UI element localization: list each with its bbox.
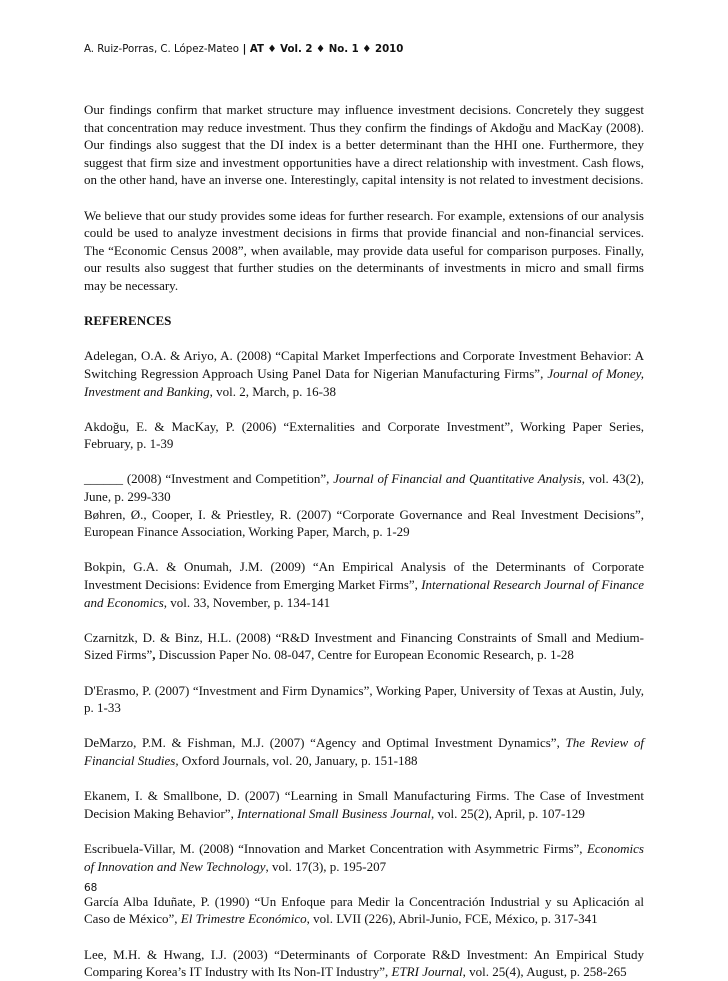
- reference-item: Lee, M.H. & Hwang, I.J. (2003) “Determinants of Corporate R&D Investment: An Empirical Study Comparing Korea’s IT Industry with Its Non-IT Industry”, ETRI Journal, vol. 25(4), August, p. 258-265: [84, 946, 644, 980]
- reference-item: Escribuela-Villar, M. (2008) “Innovation and Market Concentration with Asymmetric Firms”, Economics of Innovation and New Technology, vol. 17(3), p. 195-207: [84, 840, 644, 874]
- header-separator: |: [239, 44, 250, 55]
- reference-item: García Alba Iduñate, P. (1990) “Un Enfoque para Medir la Concentración Industrial y su Aplicación al Caso de México”, El Trimestre Económico, vol. LVII (226), Abril-Junio, FCE, México, p. 317-341: [84, 893, 644, 927]
- diamond-icon: ♦: [263, 44, 281, 55]
- reference-item: ______ (2008) “Investment and Competition”, Journal of Financial and Quantitative Analysis, vol. 43(2), June, p. 299-330: [84, 471, 644, 505]
- reference-item: Akdoğu, E. & MacKay, P. (2006) “Externalities and Corporate Investment”, Working Paper Series, February, p. 1-39: [84, 418, 644, 452]
- reference-item: Adelegan, O.A. & Ariyo, A. (2008) “Capital Market Imperfections and Corporate Investment Behavior: A Switching Regression Approach Using Panel Data for Nigerian Manufacturing Firms”, Journal of Money, Investment and Banking, vol. 2, March, p. 16-38: [84, 348, 644, 399]
- paragraph-findings: Our findings confirm that market structure may influence investment decisions. Concretely they suggest that concentration may reduce investment. Thus they confirm the findings of Akdoğu and MacKay (2008). Our findings also suggest that the DI index is a better determinant than the HHI one. Furthermore, they suggest that firm size and investment opportunities have a direct relationship with investment. Cash flows, on the other hand, have an inverse one. Interestingly, capital intensity is not related to investment decisions.: [84, 102, 644, 188]
- references-heading: REFERENCES: [84, 313, 172, 329]
- page-number: 68: [84, 882, 98, 894]
- header-authors: A. Ruiz-Porras, C. López-Mateo: [84, 44, 240, 55]
- header-volume: Vol. 2: [280, 44, 313, 55]
- running-header: [84, 44, 664, 55]
- paragraph-further-research: We believe that our study provides some ideas for further research. For example, extensions of our analysis could be used to analyze investment decisions in firms that provide financial and non-financial services. The “Economic Census 2008”, when available, may provide data useful for comparison purposes. Finally, our results also suggest that further studies on the determinants of investments in micro and small firms may be necessary.: [84, 207, 644, 293]
- reference-item: DeMarzo, P.M. & Fishman, M.J. (2007) “Agency and Optimal Investment Dynamics”, The Review of Financial Studies, Oxford Journals, vol. 20, January, p. 151-188: [84, 735, 644, 768]
- reference-item: Czarnitzk, D. & Binz, H.L. (2008) “R&D Investment and Financing Constraints of Small and Medium-Sized Firms”, Discussion Paper No. 08-047, Centre for European Economic Research, p. 1-28: [84, 629, 644, 663]
- header-number: No. 1: [328, 44, 359, 55]
- reference-item: Bokpin, G.A. & Onumah, J.M. (2009) “An Empirical Analysis of the Determinants of Corporate Investment Decisions: Evidence from Emerging Market Firms”, International Research Journal of Finance and Economics, vol. 33, November, p. 134-141: [84, 559, 644, 610]
- reference-item: Ekanem, I. & Smallbone, D. (2007) “Learning in Small Manufacturing Firms. The Case of Investment Decision Making Behavior”, International Small Business Journal, vol. 25(2), April, p. 107-129: [84, 788, 644, 821]
- diamond-icon: ♦: [358, 44, 375, 55]
- reference-item: Bøhren, Ø., Cooper, I. & Priestley, R. (2007) “Corporate Governance and Real Investment Decisions”, European Finance Association, Working Paper, March, p. 1-29: [84, 506, 644, 540]
- diamond-icon: ♦: [312, 44, 329, 55]
- header-journal: AT: [249, 44, 264, 55]
- body-text: [84, 101, 644, 981]
- header-year: 2010: [374, 44, 404, 55]
- reference-item: D'Erasmo, P. (2007) “Investment and Firm Dynamics”, Working Paper, University of Texas at Austin, July, p. 1-33: [84, 682, 644, 716]
